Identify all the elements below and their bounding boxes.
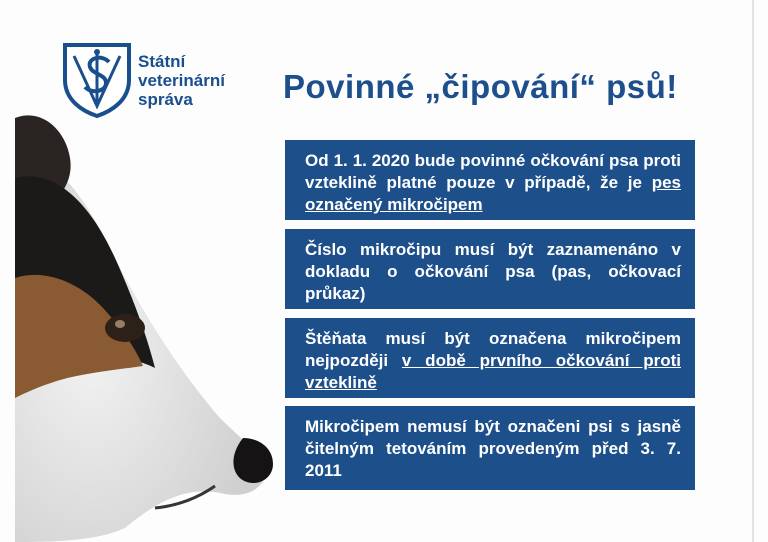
info-box-1 (285, 140, 695, 220)
organization-name (138, 52, 225, 109)
info-box-3-text: Štěňata musí být označena mikročipem nejpozději (305, 329, 681, 370)
dog-head-photo (15, 108, 275, 542)
info-box-3 (285, 318, 695, 398)
headline: Povinné „čipování“ psů! (283, 68, 678, 105)
organization-name-line-1: Státní (138, 52, 186, 71)
info-box-4 (285, 406, 695, 490)
info-box-2 (285, 229, 695, 309)
info-box-3-underlined: v době prvního očkování proti vzteklině (305, 351, 681, 392)
info-box-2-text: Číslo mikročipu musí být zaznamenáno v dokladu o očkování psa (pas, očkovací průkaz) (305, 240, 681, 303)
info-box-1-underlined: pes označený mikročipem (305, 173, 681, 214)
page-edge-divider (752, 0, 754, 542)
organization-name-line-2: veterinární (138, 71, 225, 90)
organization-name-line-3: správa (138, 90, 193, 109)
info-box-1-text: Od 1. 1. 2020 bude povinné očkování psa proti vzteklině platné pouze v případě, že je (305, 151, 681, 192)
svs-shield-logo-icon (62, 42, 132, 118)
info-box-4-text: Mikročipem nemusí být označeni psi s jasně čitelným tetováním provedeným před 3. 7. 2011 (305, 417, 681, 480)
